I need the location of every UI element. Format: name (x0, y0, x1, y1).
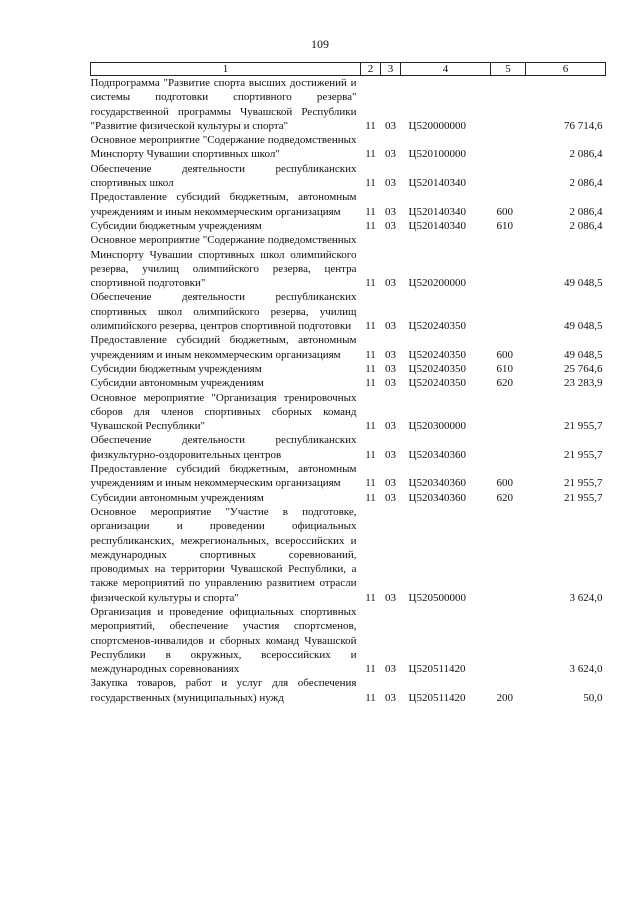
row-subsection: 03 (385, 420, 396, 433)
row-target-article: Ц520300000 (408, 420, 466, 433)
row-section: 11 (365, 362, 376, 375)
row-amount: 25 764,6 (564, 362, 603, 375)
row-target-article: Ц520340360 (408, 491, 466, 504)
table-row (91, 219, 606, 233)
row-expense-type (491, 233, 526, 290)
row-name: Предоставление субсидий бюджетным, автономным учреждениям и иным некоммерческим организациям (90, 334, 357, 361)
table-row (91, 190, 606, 219)
table-row (91, 133, 606, 162)
row-name: Предоставление субсидий бюджетным, автономным учреждениям и иным некоммерческим организациям (90, 463, 357, 490)
table-row (91, 362, 606, 376)
row-expense-type: 610 (496, 219, 513, 232)
row-subsection: 03 (385, 591, 396, 604)
table-row (91, 162, 606, 191)
header-target-article: 4 (401, 63, 491, 76)
table-row (91, 505, 606, 605)
table-row (91, 433, 606, 462)
table-row (91, 233, 606, 290)
row-amount: 21 955,7 (564, 491, 603, 504)
row-name: Подпрограмма "Развитие спорта высших достижений и системы подготовки спортивного резерва" государственной программы Чувашской Республики "Развитие физической культуры и спорта" (90, 77, 357, 132)
row-name: Обеспечение деятельности республиканских физкультурно-оздоровительных центров (90, 434, 357, 461)
row-amount: 50,0 (583, 691, 603, 704)
table-row (91, 333, 606, 362)
row-section: 11 (365, 277, 376, 290)
row-name: Субсидии бюджетным учреждениям (90, 362, 262, 375)
row-target-article: Ц520340360 (408, 448, 466, 461)
row-amount: 49 048,5 (564, 348, 603, 361)
row-expense-type: 200 (496, 691, 513, 704)
row-section: 11 (365, 591, 376, 604)
row-expense-type (491, 162, 526, 191)
row-name: Субсидии автономным учреждениям (90, 377, 264, 390)
row-section: 11 (365, 448, 376, 461)
row-expense-type (491, 133, 526, 162)
row-subsection: 03 (385, 119, 396, 132)
row-section: 11 (365, 177, 376, 190)
row-subsection: 03 (385, 377, 396, 390)
table-row (91, 290, 606, 333)
row-expense-type (491, 391, 526, 434)
row-target-article: Ц520511420 (408, 691, 466, 704)
row-target-article: Ц520500000 (408, 591, 466, 604)
budget-table (90, 62, 606, 705)
row-target-article: Ц520000000 (408, 119, 466, 132)
row-target-article: Ц520140340 (408, 205, 466, 218)
row-name: Основное мероприятие "Содержание подведомственных Минспорту Чувашии спортивных школ олимпийского резерва, училищ олимпийского резерва, центра спортивной подготовки" (90, 234, 357, 290)
header-expense-type: 5 (491, 63, 526, 76)
row-section: 11 (365, 205, 376, 218)
row-subsection: 03 (385, 477, 396, 490)
row-subsection: 03 (385, 320, 396, 333)
row-subsection: 03 (385, 691, 396, 704)
row-expense-type: 600 (496, 477, 513, 490)
row-section: 11 (365, 663, 376, 676)
row-expense-type: 600 (496, 348, 513, 361)
row-target-article: Ц520240350 (408, 377, 466, 390)
row-name: Основное мероприятие "Организация тренировочных сборов для членов спортивных сборных команд Чувашской Республики" (90, 391, 357, 433)
row-amount: 2 086,4 (569, 177, 603, 190)
row-amount: 2 086,4 (569, 148, 603, 161)
row-target-article: Ц520200000 (408, 277, 466, 290)
row-amount: 23 283,9 (564, 377, 603, 390)
row-name: Предоставление субсидий бюджетным, автономным учреждениям и иным некоммерческим организациям (90, 191, 357, 218)
row-expense-type (491, 605, 526, 676)
row-amount: 2 086,4 (569, 205, 603, 218)
row-target-article: Ц520240350 (408, 362, 466, 375)
row-name: Закупка товаров, работ и услуг для обеспечения государственных (муниципальных) нужд (90, 677, 357, 704)
row-section: 11 (365, 320, 376, 333)
row-amount: 76 714,6 (564, 119, 603, 132)
table-row (91, 676, 606, 705)
row-section: 11 (365, 491, 376, 504)
row-name: Обеспечение деятельности республиканских спортивных школ олимпийского резерва, училищ олимпийского резерва, центров спортивной подготовки (90, 291, 357, 333)
row-name: Субсидии бюджетным учреждениям (90, 219, 262, 232)
header-amount: 6 (526, 63, 606, 76)
row-subsection: 03 (385, 219, 396, 232)
row-name: Обеспечение деятельности республиканских спортивных школ (90, 162, 357, 190)
row-name: Субсидии автономным учреждениям (90, 491, 264, 504)
row-target-article: Ц520240350 (408, 348, 466, 361)
row-expense-type: 620 (496, 377, 513, 390)
header-subsection: 3 (381, 63, 401, 76)
row-subsection: 03 (385, 362, 396, 375)
row-subsection: 03 (385, 663, 396, 676)
row-section: 11 (365, 348, 376, 361)
row-target-article: Ц520100000 (408, 148, 466, 161)
row-subsection: 03 (385, 148, 396, 161)
row-target-article: Ц520511420 (408, 663, 466, 676)
row-expense-type (491, 433, 526, 462)
header-name: 1 (91, 63, 361, 76)
row-target-article: Ц520340360 (408, 477, 466, 490)
row-name: Организация и проведение официальных спортивных мероприятий, обеспечение участия спортсменов, спортсменов-инвалидов и сборных команд Чувашской Республики в окружных, всероссийских и международных соревнованиях (90, 605, 357, 676)
table-row (91, 491, 606, 505)
row-target-article: Ц520140340 (408, 219, 466, 232)
header-section: 2 (361, 63, 381, 76)
row-section: 11 (365, 691, 376, 704)
row-section: 11 (365, 119, 376, 132)
row-amount: 21 955,7 (564, 448, 603, 461)
row-name: Основное мероприятие "Участие в подготовке, организации и проведении официальных республиканских, межрегиональных, всероссийских и международных спортивных соревнований, проводимых на территории Чувашской Республики, а также мероприятий по управлению развитием отрасли физической культуры и спорта" (90, 505, 357, 604)
table-row (91, 376, 606, 390)
table-row (91, 462, 606, 491)
row-amount: 49 048,5 (564, 277, 603, 290)
row-section: 11 (365, 477, 376, 490)
page-number: 109 (311, 37, 329, 51)
row-expense-type (491, 76, 526, 134)
row-expense-type (491, 290, 526, 333)
row-section: 11 (365, 420, 376, 433)
row-expense-type (491, 505, 526, 605)
row-section: 11 (365, 148, 376, 161)
row-amount: 3 624,0 (569, 663, 603, 676)
row-amount: 21 955,7 (564, 420, 603, 433)
row-name: Основное мероприятие "Содержание подведомственных Минспорту Чувашии спортивных школ" (90, 134, 357, 161)
row-subsection: 03 (385, 448, 396, 461)
row-section: 11 (365, 377, 376, 390)
row-expense-type: 620 (496, 491, 513, 504)
row-amount: 2 086,4 (569, 219, 603, 232)
row-subsection: 03 (385, 177, 396, 190)
row-target-article: Ц520140340 (408, 177, 466, 190)
row-subsection: 03 (385, 348, 396, 361)
row-target-article: Ц520240350 (408, 320, 466, 333)
row-section: 11 (365, 219, 376, 232)
table-row (91, 76, 606, 134)
row-expense-type: 610 (496, 362, 513, 375)
row-subsection: 03 (385, 205, 396, 218)
table-row (91, 605, 606, 676)
row-amount: 49 048,5 (564, 320, 603, 333)
table-row (91, 391, 606, 434)
row-subsection: 03 (385, 277, 396, 290)
row-amount: 21 955,7 (564, 477, 603, 490)
row-expense-type: 600 (496, 205, 513, 218)
row-amount: 3 624,0 (569, 591, 603, 604)
table-header-row (91, 63, 606, 76)
row-subsection: 03 (385, 491, 396, 504)
